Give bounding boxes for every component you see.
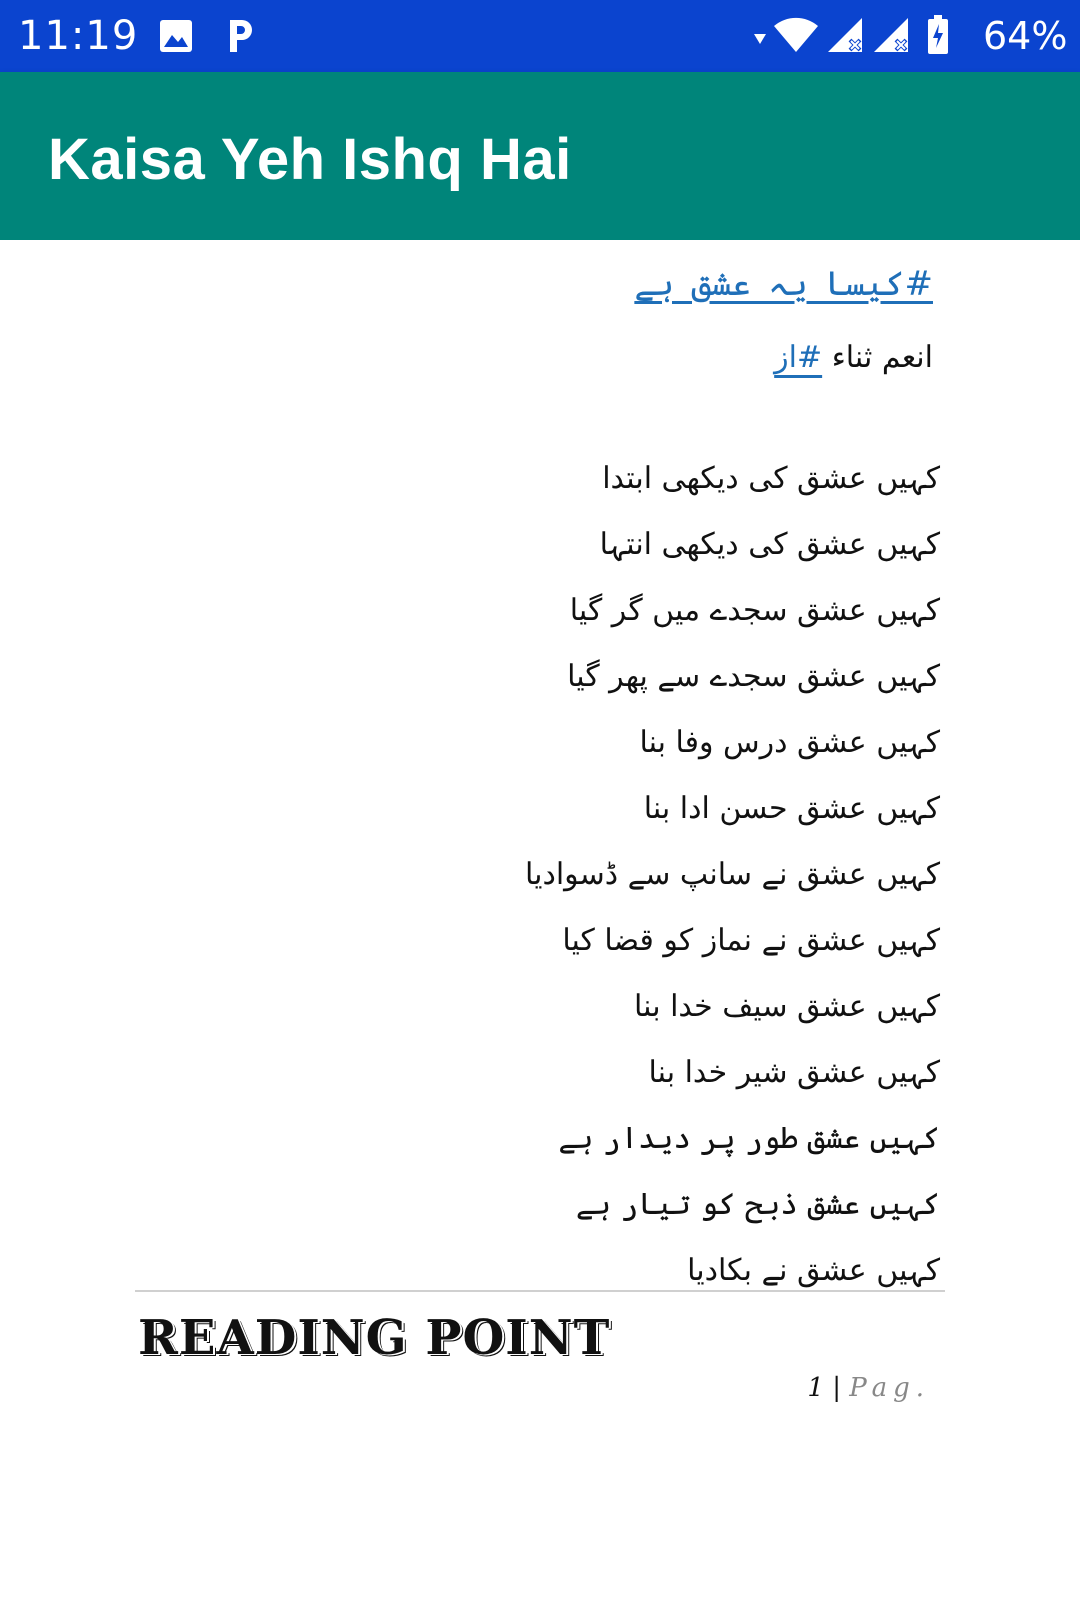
signal-icon (872, 16, 912, 56)
poem-line: کہیں عشق نے نماز کو قضا کیا (562, 923, 940, 958)
image-icon (158, 18, 194, 54)
poem-title-hashtag-link[interactable]: #کیسا_یہ_عشق_ہے (634, 264, 933, 304)
page-number-value: 1 (807, 1373, 824, 1403)
poem-line: کہیں عشق نے بکادیا (687, 1253, 940, 1288)
page-separator: | (832, 1373, 841, 1403)
poem-line: کہیں عشق سجدے سے پھر گیا (567, 659, 940, 694)
author-hashtag-link[interactable]: #از (774, 340, 823, 375)
poem-line: کہیں عشق شیر خدا بنا (648, 1055, 940, 1090)
poem-line: کہیں عشق سیف خدا بنا (634, 989, 940, 1024)
poem-line: کہیں عشق طور پر دیدار ہے (558, 1121, 940, 1156)
page-label: Pag. (849, 1373, 930, 1403)
poem-line: کہیں عشق حسن ادا بنا (643, 791, 940, 826)
page-number (807, 1368, 930, 1408)
battery-charging-icon (926, 14, 950, 56)
status-bar (0, 0, 1080, 72)
signal-icon (826, 16, 866, 56)
poem-line: کہیں عشق کی دیکھی ابتدا (602, 461, 940, 496)
battery-percentage: 64% (983, 14, 1068, 58)
footer-brand-logo: READING POINT (138, 1310, 611, 1366)
parking-icon (222, 16, 258, 56)
poem-line: کہیں عشق نے سانپ سے ڈسوادیا (524, 857, 940, 892)
status-time: 11:19 (18, 13, 139, 59)
author-line (774, 336, 933, 380)
poem-line: کہیں عشق درس وفا بنا (639, 725, 940, 760)
poem-line: کہیں عشق کی دیکھی انتہا (599, 527, 940, 562)
footer-divider (135, 1290, 945, 1292)
download-arrow-icon (752, 30, 768, 48)
app-bar (0, 72, 1080, 240)
poem-lines (340, 446, 940, 1304)
poem-line: کہیں عشق سجدے میں گر گیا (569, 593, 940, 628)
wifi-icon (772, 14, 820, 54)
app-title: Kaisa Yeh Ishq Hai (48, 127, 572, 192)
author-name: انعم ثناء (831, 340, 933, 375)
poem-line: کہیں عشق ذبح کو تیار ہے (575, 1187, 940, 1222)
document-page[interactable] (0, 240, 1080, 1601)
